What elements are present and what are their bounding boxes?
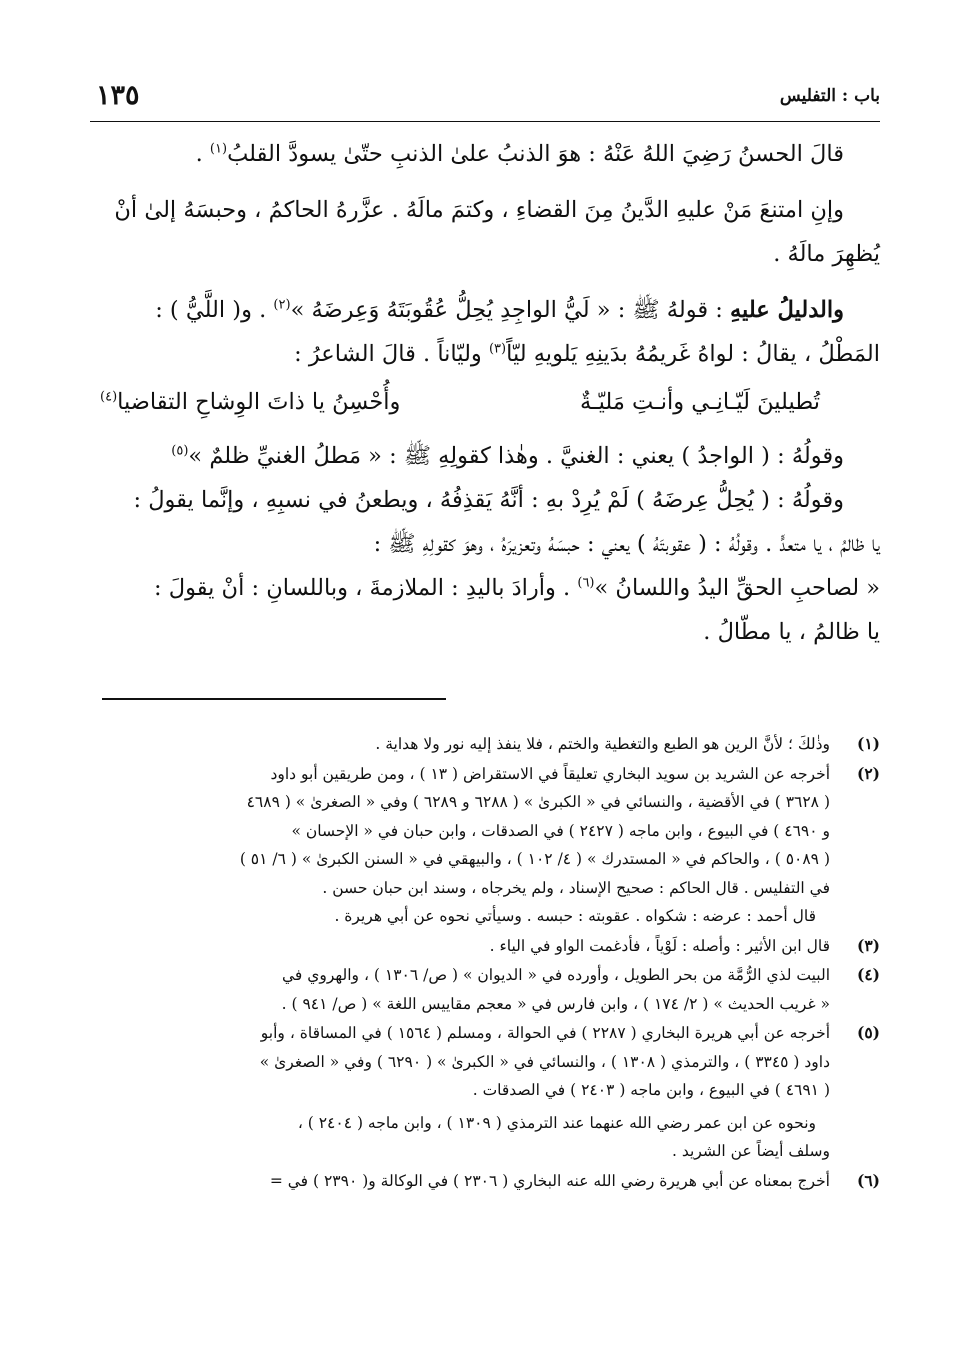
footnote-body bbox=[90, 730, 830, 759]
poet-intro: وليّاناً . قالَ الشاعرُ : bbox=[294, 341, 489, 367]
paragraph-line: وقولُهُ : ( يُحِلُّ عِرضَهُ ) لَمْ يُرِدْ بهِ : أنَّهُ يَقذِفُهُ ، ويطعنُ في نسبِهِ ، وإنَّما يقولُ : bbox=[133, 487, 844, 513]
footnote-line: أخرج بمعناه عن أبي هريرة رضي الله عنه البخاري ( ٢٣٠٦ ) في الوكالة و( ٢٣٩٠ ) في = bbox=[269, 1171, 830, 1190]
definition-text: المَطْلُ ، يقالُ : لواهُ غَريمُهُ بدَينِهِ يَلويهِ ليّاً bbox=[506, 341, 880, 367]
main-text bbox=[90, 132, 880, 654]
paragraph-line: يا ظالمُ ، يا مطّالُ . bbox=[703, 619, 880, 645]
evidence-lead: والدليلُ عليهِ bbox=[729, 297, 844, 323]
footnote-number: (١) bbox=[856, 734, 880, 753]
paragraph-line: يا ظالمُ ، يا متعدٍّ . وقولُهُ : ( عقوبتَهُ ) يعني : حبسَهُ وتعزيرَهُ ، وهوَ كقولِهِ ﷺ : bbox=[373, 531, 880, 557]
footnote-line: داود ( ٣٣٤٥ ) ، والترمذي ( ١٣٠٨ ) ، والنسائي في « الكبرىٰ » ( ٦٢٩٠ ) وفي « الصغرىٰ » bbox=[259, 1052, 830, 1071]
paragraph-line: وإنِ امتنعَ مَنْ عليهِ الدَّينُ مِنَ القضاءِ ، وكتمَ مالَهُ . عزَّرهُ الحاكمُ ، وحبسَهُ إلىٰ أنْ bbox=[114, 197, 844, 223]
paragraph-line bbox=[90, 332, 880, 376]
footnote-ref-6[interactable]: (٦) bbox=[577, 575, 595, 591]
footnote-line: أخرجه عن أبي هريرة البخاري ( ٢٢٨٧ ) في الحوالة ، ومسلم ( ١٥٦٤ ) في المساقاة ، وأبو bbox=[260, 1024, 830, 1042]
footnote-number: (٥) bbox=[856, 1023, 880, 1042]
running-header bbox=[90, 80, 880, 116]
footnote-number: (٣) bbox=[856, 935, 880, 955]
definition-text: . و( اللَّيُّ ) : bbox=[155, 297, 274, 323]
chapter-title: باب : التفليس bbox=[779, 86, 880, 106]
footnote-ref-5[interactable]: (٥) bbox=[171, 443, 189, 459]
footnote-number: (٦) bbox=[856, 1170, 880, 1190]
page-number: ١٣٥ bbox=[96, 80, 140, 111]
paragraph-text: . وأرادَ باليدِ : الملازمةَ ، وباللسانِ : أنْ يقولَ : bbox=[154, 575, 578, 601]
footnote-line: قال ابن الأثير : وأصله : لَوْياً ، فأدغمت الواو في الياء . bbox=[489, 936, 830, 955]
paragraph-line: يُظهِرَ مالَهُ . bbox=[773, 241, 880, 267]
footnote-line: و ٤٦٩٠ ) في البيوع ، وابن ماجه ( ٢٤٢٧ ) في الصدقات ، وابن حبان في « الإحسان » bbox=[291, 821, 830, 840]
paragraph-line bbox=[90, 566, 880, 610]
footnote-number: (٤) bbox=[856, 965, 880, 984]
footnote-5 bbox=[90, 1019, 880, 1166]
header-rule bbox=[90, 121, 880, 122]
book-page bbox=[90, 80, 880, 1190]
hadith-text: : قولهُ ﷺ : « لَيُّ الواجِدِ يُحِلُّ عُقُوبَتَهُ وَعِرضَهُ » bbox=[290, 297, 730, 323]
verse-second-hemistich: وأُحْسِنُ يا ذاتَ الوِشاحِ التقاضيا bbox=[117, 389, 401, 415]
paragraph-text: قالَ الحسنُ رَضِيَ اللهُ عَنْهُ : هوَ الذنبُ علىٰ الذنبِ حتّىٰ يسودَّ القلبُ bbox=[227, 141, 844, 167]
paragraph-imprisonment bbox=[90, 188, 880, 276]
footnote-number: (٢) bbox=[856, 763, 880, 783]
paragraph-end: . bbox=[195, 141, 210, 167]
footnote-body bbox=[90, 932, 830, 961]
footnote-line: البيت لذي الرُّمَّة من بحر الطويل ، وأورده في « الديوان » ( ص/ ١٣٠٦ ) ، والهروي في bbox=[281, 966, 830, 984]
paragraph-text: وقولُهُ : ( الواجدُ ) يعني : الغنيَّ . وهٰذا كقولِهِ ﷺ : « مَطلُ الغنيِّ ظلمٌ » bbox=[188, 443, 844, 469]
footnote-ref-3[interactable]: (٣) bbox=[488, 341, 507, 357]
footnote-line: قال أحمد : عرضه : شكواه . عقوبته : حبسه . وسيأتي نحوه عن أبي هريرة . bbox=[334, 907, 816, 925]
paragraph-evidence bbox=[90, 288, 880, 376]
verse-second-hemistich-wrap bbox=[100, 380, 400, 424]
footnote-6 bbox=[90, 1167, 880, 1196]
footnote-line: ( ٤٦٩١ ) في البيوع ، وابن ماجه ( ٢٤٠٣ ) في الصدقات . bbox=[472, 1081, 830, 1099]
footnote-line: ونحوه عن ابن عمر رضي الله عنهما عند الترمذي ( ١٣٠٩ ) ، وابن ماجه ( ٢٤٠٤ ) ، bbox=[297, 1113, 816, 1132]
footnote-line: في التفليس . قال الحاكم : صحيح الإسناد ، ولم يخرجاه ، وسند ابن حبان حسن . bbox=[322, 878, 830, 897]
hadith-text: « لصاحبِ الحقِّ اليدُ واللسانُ » bbox=[594, 575, 880, 601]
footnote-ref-4[interactable]: (٤) bbox=[100, 389, 118, 405]
footnote-3 bbox=[90, 932, 880, 961]
footnote-line: وذٰلكَ ؛ لأنَّ الرين هو الطبع والتغطية والختم ، فلا ينفذ إليه نور ولا هداية . bbox=[375, 735, 830, 753]
footnote-1 bbox=[90, 730, 880, 759]
paragraph-line bbox=[90, 288, 880, 332]
paragraph-wajid bbox=[90, 434, 880, 478]
verse-first-hemistich: تُطيلينَ لَيّـانِـي وأنـتِ مَليّـةٌ bbox=[579, 389, 820, 415]
footnote-body bbox=[90, 760, 830, 931]
footnote-line: أخرجه عن الشريد بن سويد البخاري تعليقاً في الاستقراض ( ١٣ ) ، ومن طريقين أبو داود bbox=[270, 764, 830, 783]
footnotes bbox=[90, 730, 880, 1196]
footnote-line: وسلف أيضاً عن الشريد . bbox=[672, 1142, 830, 1160]
paragraph-ird bbox=[90, 478, 880, 654]
footnote-body bbox=[90, 1167, 830, 1196]
footnote-line: ( ٥٠٨٩ ) ، والحاكم في « المستدرك » ( ٤/ ١٠٢ ) ، والبيهقي في « السنن الكبرىٰ » ( ٦/ ٥١ ) bbox=[239, 850, 830, 868]
footnote-line: « غريب الحديث » ( ٢/ ١٧٤ ) ، وابن فارس في « معجم مقاييس اللغة » ( ص/ ٩٤١ ) . bbox=[281, 994, 830, 1013]
footnote-separator bbox=[102, 698, 446, 700]
footnote-ref-2[interactable]: (٢) bbox=[273, 297, 291, 313]
paragraph-line bbox=[90, 434, 880, 478]
footnote-line: ( ٣٦٢٨ ) في الأقضية ، والنسائي في « الكبرىٰ » ( ٦٢٨٨ و ٦٢٨٩ ) وفي « الصغرىٰ » ( ٤٦٨٩ bbox=[246, 793, 830, 811]
footnote-4 bbox=[90, 961, 880, 1018]
footnote-ref-1[interactable]: (١) bbox=[209, 141, 228, 157]
poetry-verse bbox=[90, 380, 880, 424]
paragraph-hasan-quote bbox=[90, 132, 880, 176]
footnote-body bbox=[90, 961, 830, 1018]
footnote-2 bbox=[90, 760, 880, 931]
footnote-body bbox=[90, 1019, 830, 1166]
